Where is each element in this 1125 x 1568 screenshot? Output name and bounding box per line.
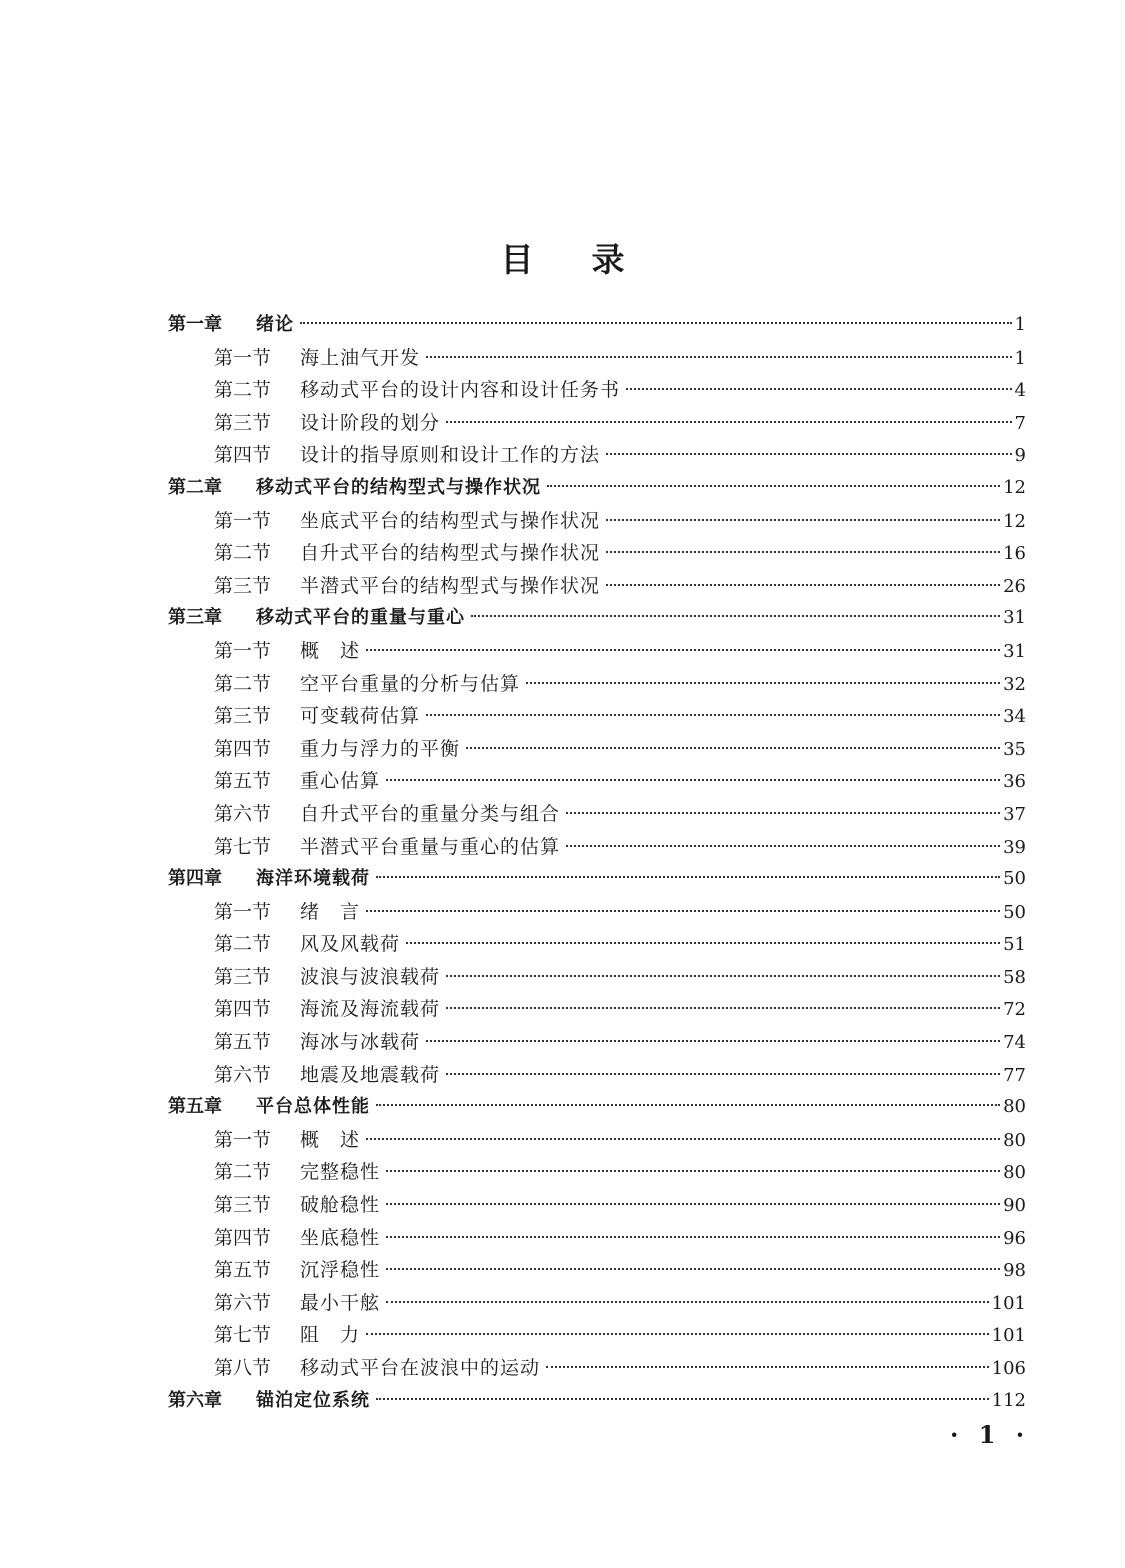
toc-entry-title: 海洋环境载荷: [256, 868, 370, 890]
dot-leader: [426, 356, 1012, 358]
dot-leader: [547, 485, 1000, 487]
toc-section-row[interactable]: [168, 798, 1026, 831]
toc-entry-page: 80: [1003, 1129, 1026, 1151]
toc-entry-label: 第四节: [214, 737, 272, 760]
toc-entry-page: 96: [1003, 1227, 1026, 1249]
dot-leader: [606, 551, 1000, 553]
toc-entry-label: 第二章: [168, 476, 222, 498]
dot-leader: [386, 1236, 1000, 1238]
toc-chapter-row[interactable]: [168, 472, 1026, 505]
toc-section-row[interactable]: [168, 1059, 1026, 1092]
toc-entry-label: 第六节: [214, 1063, 272, 1086]
dot-leader: [366, 1333, 989, 1335]
toc-entry-title: 重力与浮力的平衡: [300, 737, 461, 760]
dot-leader: [386, 1268, 1000, 1270]
toc-section-row[interactable]: [168, 537, 1026, 570]
toc-entry-page: 58: [1003, 966, 1026, 988]
toc-entry-title: 破舱稳性: [300, 1194, 381, 1217]
dot-leader: [471, 615, 1000, 617]
toc-entry-label: 第三节: [214, 965, 272, 988]
toc-entry-label: 第四节: [214, 444, 272, 467]
toc-section-row[interactable]: [168, 1352, 1026, 1385]
toc-entry-title: 设计阶段的划分: [300, 411, 441, 434]
toc-section-row[interactable]: [168, 961, 1026, 994]
toc-entry-title: 风及风载荷: [300, 933, 401, 956]
dot-leader: [626, 388, 1012, 390]
toc-entry-label: 第五节: [214, 770, 272, 793]
toc-entry-label: 第六章: [168, 1389, 222, 1411]
dot-leader: [606, 453, 1012, 455]
toc-entry-label: 第六节: [214, 802, 272, 825]
toc-entry-label: 第一节: [214, 900, 272, 923]
toc-entry-title: 移动式平台的设计内容和设计任务书: [300, 379, 621, 402]
toc-entry-title: 海流及海流载荷: [300, 998, 441, 1021]
toc-entry-label: 第一章: [168, 314, 222, 335]
toc-entry-page: 80: [1003, 1096, 1026, 1118]
toc-entry-page: 36: [1003, 771, 1026, 793]
toc-entry-page: 31: [1003, 640, 1026, 662]
toc-entry-label: 第五节: [214, 1031, 272, 1054]
toc-entry-title: 波浪与波浪载荷: [300, 965, 441, 988]
toc-entry-label: 第二节: [214, 542, 272, 565]
toc-entry-page: 31: [1003, 607, 1026, 629]
toc-entry-title: 绪 言: [300, 900, 361, 923]
toc-entry-page: 101: [991, 1292, 1026, 1314]
toc-section-row[interactable]: [168, 407, 1026, 440]
toc-section-row[interactable]: [168, 928, 1026, 961]
dot-leader: [526, 682, 1000, 684]
toc-entry-page: 35: [1003, 738, 1026, 760]
dot-leader: [386, 779, 1000, 781]
toc-entry-page: 1: [1014, 347, 1026, 369]
dot-leader: [376, 1398, 989, 1400]
dot-leader: [566, 845, 1000, 847]
toc-section-row[interactable]: [168, 831, 1026, 864]
toc-chapter-row[interactable]: [168, 1385, 1026, 1418]
toc-section-row[interactable]: [168, 1319, 1026, 1352]
toc-entry-title: 坐底稳性: [300, 1226, 381, 1249]
toc-entry-page: 12: [1003, 476, 1026, 498]
toc-entry-page: 51: [1003, 934, 1026, 956]
toc-entry-title: 移动式平台的重量与重心: [256, 607, 465, 629]
toc-entry-label: 第一节: [214, 346, 272, 369]
dot-leader: [446, 1007, 1000, 1009]
toc-section-row[interactable]: [168, 765, 1026, 798]
toc-entry-label: 第一节: [214, 1128, 272, 1151]
toc-entry-page: 32: [1003, 673, 1026, 695]
toc-entry-label: 第三节: [214, 705, 272, 728]
toc-entry-page: 16: [1003, 543, 1026, 565]
toc-entry-title: 半潜式平台重量与重心的估算: [300, 835, 561, 858]
dot-leader: [606, 519, 1000, 521]
toc-entry-page: 112: [991, 1389, 1026, 1411]
toc-entry-page: 90: [1003, 1195, 1026, 1217]
toc-entry-title: 自升式平台的重量分类与组合: [300, 802, 561, 825]
toc-entry-page: 39: [1003, 836, 1026, 858]
toc-section-row[interactable]: [168, 700, 1026, 733]
toc-entry-title: 海冰与冰载荷: [300, 1031, 421, 1054]
toc-entry-label: 第二节: [214, 1161, 272, 1184]
toc-entry-title: 设计的指导原则和设计工作的方法: [300, 444, 601, 467]
dot-leader: [566, 812, 1000, 814]
dot-leader: [426, 1040, 1000, 1042]
toc-entry-page: 37: [1003, 803, 1026, 825]
toc-entry-page: 50: [1003, 868, 1026, 890]
dot-leader: [300, 322, 1012, 324]
toc-entry-label: 第二节: [214, 672, 272, 695]
toc-entry-title: 移动式平台的结构型式与操作状况: [256, 476, 541, 498]
toc-entry-label: 第四节: [214, 1226, 272, 1249]
toc-entry-page: 34: [1003, 706, 1026, 728]
toc-entry-title: 重心估算: [300, 770, 381, 793]
toc-entry-title: 概 述: [300, 639, 361, 662]
toc-section-row[interactable]: [168, 1254, 1026, 1287]
toc-entry-title: 绪论: [256, 314, 294, 335]
toc-section-row[interactable]: [168, 439, 1026, 472]
toc-entry-title: 最小干舷: [300, 1291, 381, 1314]
toc-entry-title: 阻 力: [300, 1324, 361, 1347]
toc-section-row[interactable]: [168, 374, 1026, 407]
toc-entry-page: 9: [1014, 445, 1026, 467]
toc-entry-label: 第一节: [214, 509, 272, 532]
toc-entry-label: 第三章: [168, 607, 222, 629]
toc-entry-label: 第三节: [214, 411, 272, 434]
dot-leader: [446, 421, 1012, 423]
toc-entry-title: 海上油气开发: [300, 346, 421, 369]
toc-entry-page: 77: [1003, 1064, 1026, 1086]
toc-entry-title: 地震及地震载荷: [300, 1063, 441, 1086]
toc-entry-title: 平台总体性能: [256, 1096, 370, 1118]
toc-entry-page: 1: [1014, 314, 1026, 335]
dot-leader: [466, 747, 1000, 749]
toc-entry-page: 101: [991, 1325, 1026, 1347]
dot-leader: [446, 975, 1000, 977]
toc-entry-page: 80: [1003, 1162, 1026, 1184]
toc-section-row[interactable]: [168, 1124, 1026, 1157]
table-of-contents: [168, 309, 1026, 1417]
dot-leader: [376, 1104, 1000, 1106]
dot-leader: [406, 942, 1000, 944]
toc-section-row[interactable]: [168, 993, 1026, 1026]
toc-entry-label: 第二节: [214, 933, 272, 956]
toc-entry-page: 4: [1014, 380, 1026, 402]
toc-entry-title: 自升式平台的结构型式与操作状况: [300, 542, 601, 565]
toc-entry-label: 第七节: [214, 835, 272, 858]
toc-entry-label: 第八节: [214, 1357, 272, 1379]
toc-entry-label: 第三节: [214, 574, 272, 597]
dot-leader: [546, 1366, 989, 1368]
toc-entry-page: 74: [1003, 1032, 1026, 1054]
toc-entry-title: 概 述: [300, 1128, 361, 1151]
toc-entry-page: 98: [1003, 1260, 1026, 1282]
toc-section-row[interactable]: [168, 1189, 1026, 1222]
toc-entry-label: 第六节: [214, 1291, 272, 1314]
toc-entry-label: 第四章: [168, 868, 222, 890]
dot-leader: [386, 1203, 1000, 1205]
page-number: · 1 ·: [950, 1420, 1031, 1449]
toc-entry-title: 空平台重量的分析与估算: [300, 672, 521, 695]
toc-entry-label: 第二节: [214, 379, 272, 402]
toc-entry-title: 可变载荷估算: [300, 705, 421, 728]
toc-section-row[interactable]: [168, 733, 1026, 766]
toc-chapter-row[interactable]: [168, 602, 1026, 635]
toc-entry-page: 50: [1003, 901, 1026, 923]
toc-entry-title: 完整稳性: [300, 1161, 381, 1184]
toc-entry-page: 7: [1014, 412, 1026, 434]
toc-entry-label: 第七节: [214, 1324, 272, 1347]
toc-entry-label: 第四节: [214, 998, 272, 1021]
toc-entry-label: 第五章: [168, 1096, 222, 1118]
dot-leader: [366, 649, 1000, 651]
dot-leader: [386, 1301, 989, 1303]
toc-chapter-row[interactable]: [168, 309, 1026, 342]
toc-section-row[interactable]: [168, 668, 1026, 701]
toc-entry-label: 第三节: [214, 1194, 272, 1217]
toc-section-row[interactable]: [168, 342, 1026, 375]
toc-chapter-row[interactable]: [168, 1091, 1026, 1124]
dot-leader: [606, 584, 1000, 586]
dot-leader: [366, 1138, 1000, 1140]
toc-section-row[interactable]: [168, 1287, 1026, 1320]
dot-leader: [386, 1170, 1000, 1172]
toc-section-row[interactable]: [168, 1026, 1026, 1059]
toc-entry-page: 106: [991, 1358, 1026, 1379]
toc-entry-title: 移动式平台在波浪中的运动: [300, 1357, 541, 1379]
toc-chapter-row[interactable]: [168, 863, 1026, 896]
toc-section-row[interactable]: [168, 1222, 1026, 1255]
toc-entry-title: 锚泊定位系统: [256, 1389, 370, 1411]
toc-entry-page: 72: [1003, 999, 1026, 1021]
toc-entry-page: 26: [1003, 575, 1026, 597]
toc-section-row[interactable]: [168, 1156, 1026, 1189]
page-title: 目录: [500, 240, 683, 279]
toc-entry-title: 坐底式平台的结构型式与操作状况: [300, 509, 601, 532]
dot-leader: [376, 876, 1000, 878]
toc-entry-label: 第五节: [214, 1259, 272, 1282]
toc-entry-title: 半潜式平台的结构型式与操作状况: [300, 574, 601, 597]
dot-leader: [426, 714, 1000, 716]
toc-entry-page: 12: [1003, 510, 1026, 532]
toc-entry-label: 第一节: [214, 639, 272, 662]
toc-section-row[interactable]: [168, 635, 1026, 668]
dot-leader: [446, 1073, 1000, 1075]
dot-leader: [366, 910, 1000, 912]
toc-section-row[interactable]: [168, 570, 1026, 603]
toc-section-row[interactable]: [168, 505, 1026, 538]
toc-section-row[interactable]: [168, 896, 1026, 929]
toc-entry-title: 沉浮稳性: [300, 1259, 381, 1282]
